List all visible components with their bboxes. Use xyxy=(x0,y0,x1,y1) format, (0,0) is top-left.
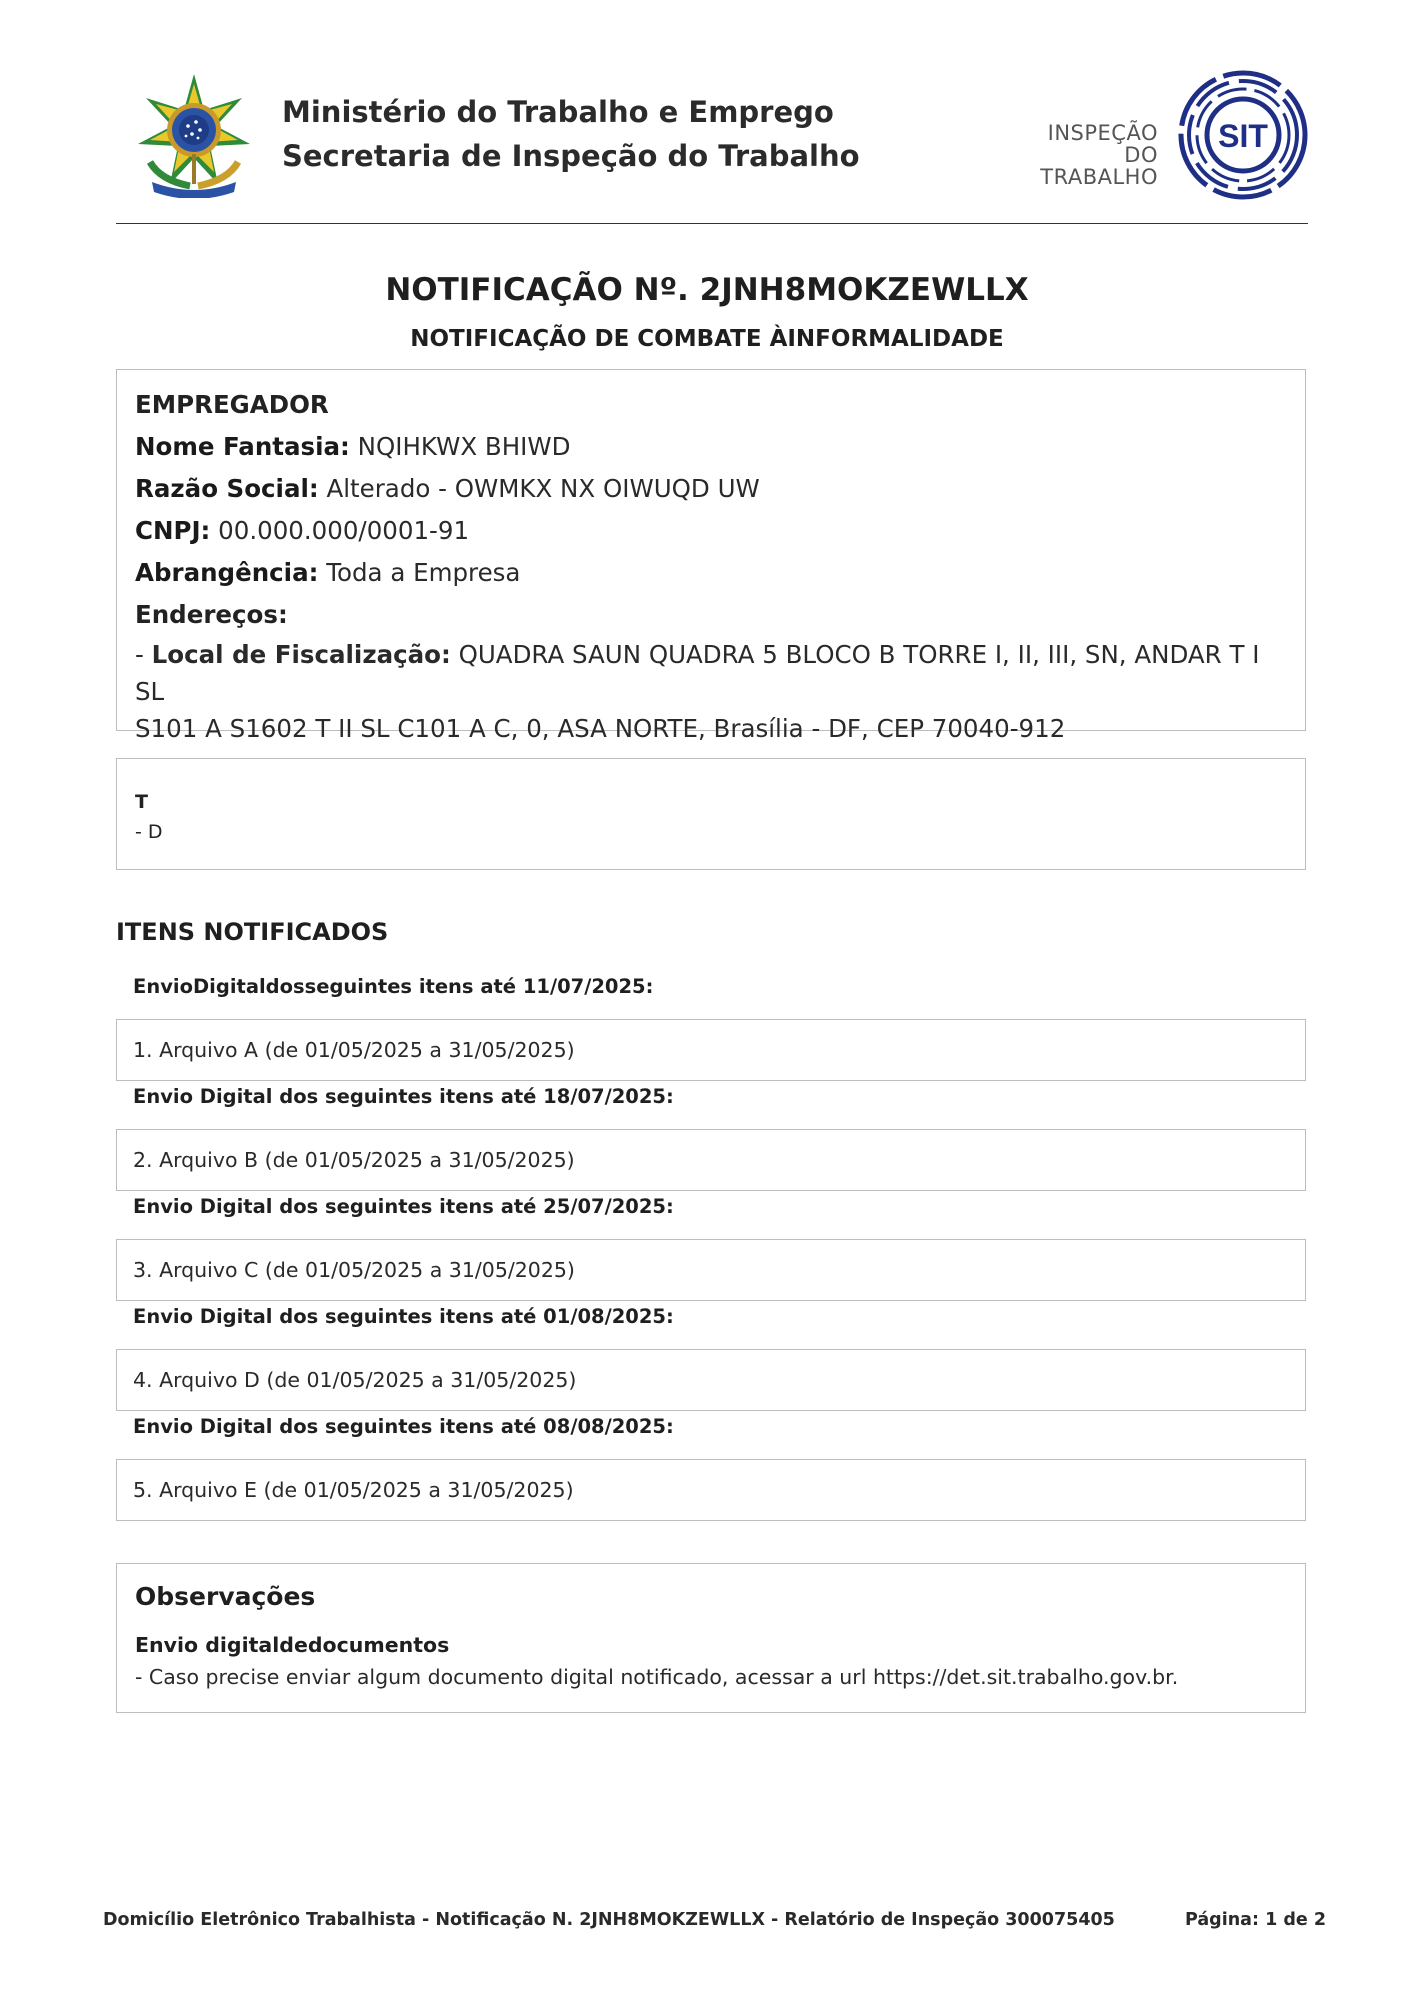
observations-box xyxy=(116,1563,1306,1713)
inspection-location xyxy=(135,636,1287,747)
sit-badge-icon xyxy=(1178,70,1308,200)
notified-item: 3. Arquivo C (de 01/05/2025 a 31/05/2025) xyxy=(116,1239,1306,1301)
page-number: Página: 1 de 2 xyxy=(1185,1910,1326,1930)
cnpj-row xyxy=(135,510,1287,552)
fantasy-name-label: Nome Fantasia: xyxy=(135,432,350,461)
employer-heading: EMPREGADOR xyxy=(135,390,329,419)
location-label: Local de Fiscalização: xyxy=(151,640,451,669)
sit-logo-text-line-2: DO TRABALHO xyxy=(1040,143,1158,189)
t-box-item: - D xyxy=(135,821,163,843)
notification-title: NOTIFICAÇÃO Nº. 2JNH8MOKZEWLLX xyxy=(385,272,1029,308)
company-name-value: Alterado - OWMKX NX OIWUQD UW xyxy=(326,474,760,503)
sit-logo-text xyxy=(1008,122,1158,188)
location-value-line-2: S101 A S1602 T II SL C101 A C, 0, ASA NORTE, Brasília - DF, CEP 70040-912 xyxy=(135,714,1066,743)
location-prefix: - xyxy=(135,640,152,669)
location-value-line-1: QUADRA SAUN QUADRA 5 BLOCO B TORRE I, II, III, SN, ANDAR T I SL xyxy=(135,640,1260,706)
footer-reference: Domicílio Eletrônico Trabalhista - Notificação N. 2JNH8MOKZEWLLX - Relatório de Inspeção 300075405 xyxy=(103,1910,1115,1930)
notification-subtitle: NOTIFICAÇÃO DE COMBATE ÀINFORMALIDADE xyxy=(410,326,1004,352)
notified-item: 4. Arquivo D (de 01/05/2025 a 31/05/2025) xyxy=(116,1349,1306,1411)
due-date-label: EnvioDigitaldosseguintes itens até 11/07/2025: xyxy=(133,975,654,998)
due-date-label: Envio Digital dos seguintes itens até 18/07/2025: xyxy=(133,1085,674,1108)
observations-subtitle: Envio digitaldedocumentos xyxy=(135,1633,450,1657)
employer-box xyxy=(116,369,1306,743)
due-date-label: Envio Digital dos seguintes itens até 25/07/2025: xyxy=(133,1195,674,1218)
notified-item: 1. Arquivo A (de 01/05/2025 a 31/05/2025) xyxy=(116,1019,1306,1081)
svg-text:SIT: SIT xyxy=(1218,118,1268,154)
scope-value: Toda a Empresa xyxy=(326,558,521,587)
t-box xyxy=(116,758,1306,870)
cnpj-value: 00.000.000/0001-91 xyxy=(218,516,470,545)
t-box-heading: T xyxy=(135,791,148,813)
sit-logo xyxy=(1008,70,1308,200)
fantasy-name-value: NQIHKWX BHIWD xyxy=(357,432,571,461)
document-header xyxy=(116,62,1308,212)
header-divider xyxy=(116,223,1308,224)
sit-logo-text-line-1: INSPEÇÃO xyxy=(1047,121,1158,145)
due-date-label: Envio Digital dos seguintes itens até 08/08/2025: xyxy=(133,1415,674,1438)
ministry-name xyxy=(282,90,860,178)
ministry-line-2: Secretaria de Inspeção do Trabalho xyxy=(282,139,860,173)
ministry-line-1: Ministério do Trabalho e Emprego xyxy=(282,95,834,129)
cnpj-label: CNPJ: xyxy=(135,516,211,545)
company-name-label: Razão Social: xyxy=(135,474,319,503)
items-section-title: ITENS NOTIFICADOS xyxy=(116,918,389,946)
fantasy-name-row xyxy=(135,426,1287,468)
due-date-label: Envio Digital dos seguintes itens até 01/08/2025: xyxy=(133,1305,674,1328)
observations-text: - Caso precise enviar algum documento digital notificado, acessar a url https://det.sit.trabalho.gov.br. xyxy=(135,1665,1179,1689)
scope-label: Abrangência: xyxy=(135,558,319,587)
brazil-coat-of-arms-icon xyxy=(130,70,258,198)
scope-row xyxy=(135,552,1287,594)
inspection-location-line-1 xyxy=(135,636,1287,710)
addresses-label: Endereços: xyxy=(135,600,288,629)
notified-item: 5. Arquivo E (de 01/05/2025 a 31/05/2025) xyxy=(116,1459,1306,1521)
company-name-row xyxy=(135,468,1287,510)
notified-item: 2. Arquivo B (de 01/05/2025 a 31/05/2025) xyxy=(116,1129,1306,1191)
observations-title: Observações xyxy=(135,1582,316,1611)
